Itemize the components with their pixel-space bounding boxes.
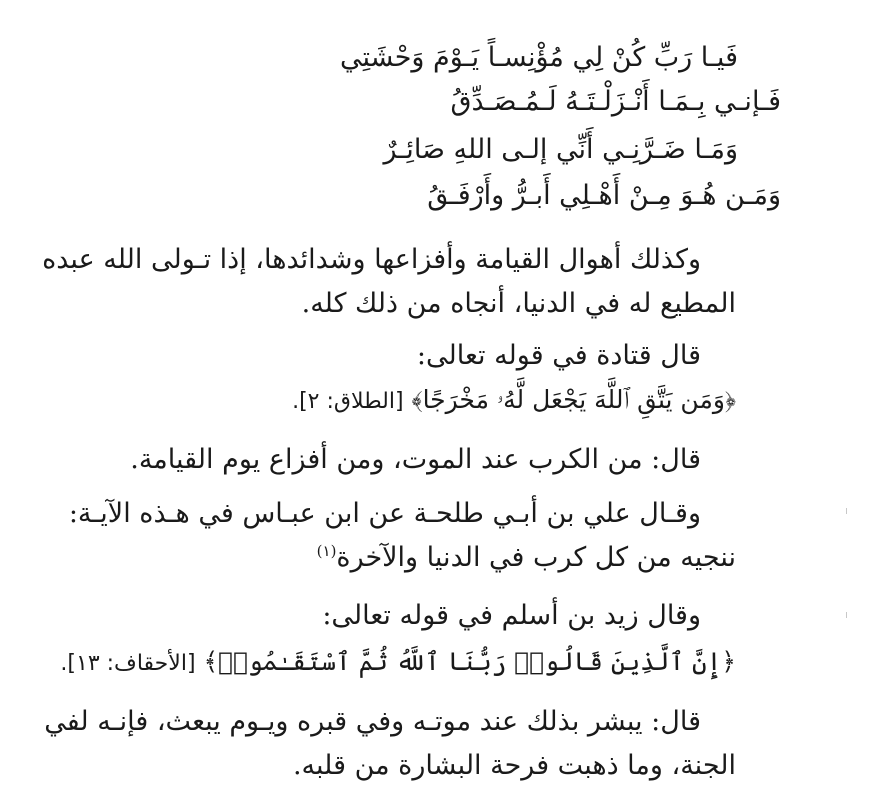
qatada-quran-line	[292, 380, 736, 422]
zayd-intro: وقال زيد بن أسلم في قوله تعالى:	[322, 600, 701, 631]
verse-reference: [الأحقاف: ١٣].	[60, 651, 196, 676]
quran-bracket-open: ﴿	[724, 385, 736, 414]
quran-bracket-close: ﴾	[203, 647, 219, 676]
margin-mark	[846, 508, 847, 514]
poem-verse-1: فَيـا رَبِّ كُنْ لِي مُؤْنِسـاً يَـوْمَ وَحْشَتِي	[340, 42, 738, 73]
zayd-answer-line-1: قال: يبشر بذلك عند موتـه وفي قبره ويـوم يبعث، فإنـه لفي	[44, 706, 701, 737]
paragraph-1-line-1: وكذلك أهوال القيامة وأفزاعها وشدائدها، إذا تـولى الله عبده	[42, 244, 701, 275]
qatada-intro: قال قتادة في قوله تعالى:	[416, 340, 701, 371]
footnote-marker: (١)	[316, 542, 337, 560]
ali-line-1: وقـال علي بن أبـي طلحـة عن ابن عبـاس في هـذه الآيـة:	[68, 498, 701, 529]
qatada-answer: قال: من الكرب عند الموت، ومن أفزاع يوم القيامة.	[130, 444, 701, 475]
zayd-quran-line	[60, 642, 736, 684]
quran-verse-text: وَمَن يَتَّقِ ٱللَّهَ يَجْعَل لَّهُۥ مَخْرَجًا	[422, 385, 725, 414]
zayd-answer-line-2: الجنة، وما ذهبت فرحة البشارة من قلبه.	[292, 750, 736, 781]
quran-bracket-close: ﴾	[411, 385, 423, 414]
poem-verse-3: وَمَـا ضَـرَّنِـي أَنِّي إلـى اللهِ صَائِـرٌ	[383, 134, 738, 165]
ali-line-2-text: ننجيه من كل كرب في الدنيا والآخرة	[336, 542, 736, 573]
poem-verse-2: فَـإنـي بِـمَـا أَنْـزَلْـتَـهُ لَـمُـصَـدِّقُ	[450, 86, 781, 117]
poem-verse-4: وَمَـن هُـوَ مِـنْ أَهْـلِي أَبـرُّ وأَرْفَـقُ	[427, 180, 781, 211]
quran-verse-text: إِنَّ ٱلَّذِينَ قَالُوا۟ رَبُّنَا ٱللَّهُ ثُمَّ ٱسْتَقَـٰمُوا۟	[218, 647, 722, 676]
paragraph-1-line-2: المطيع له في الدنيا، أنجاه من ذلك كله.	[301, 288, 736, 319]
verse-reference: [الطلاق: ٢].	[292, 389, 404, 414]
margin-mark	[846, 612, 847, 618]
ali-line-2	[317, 538, 736, 578]
quran-bracket-open: ﴿	[721, 647, 736, 676]
